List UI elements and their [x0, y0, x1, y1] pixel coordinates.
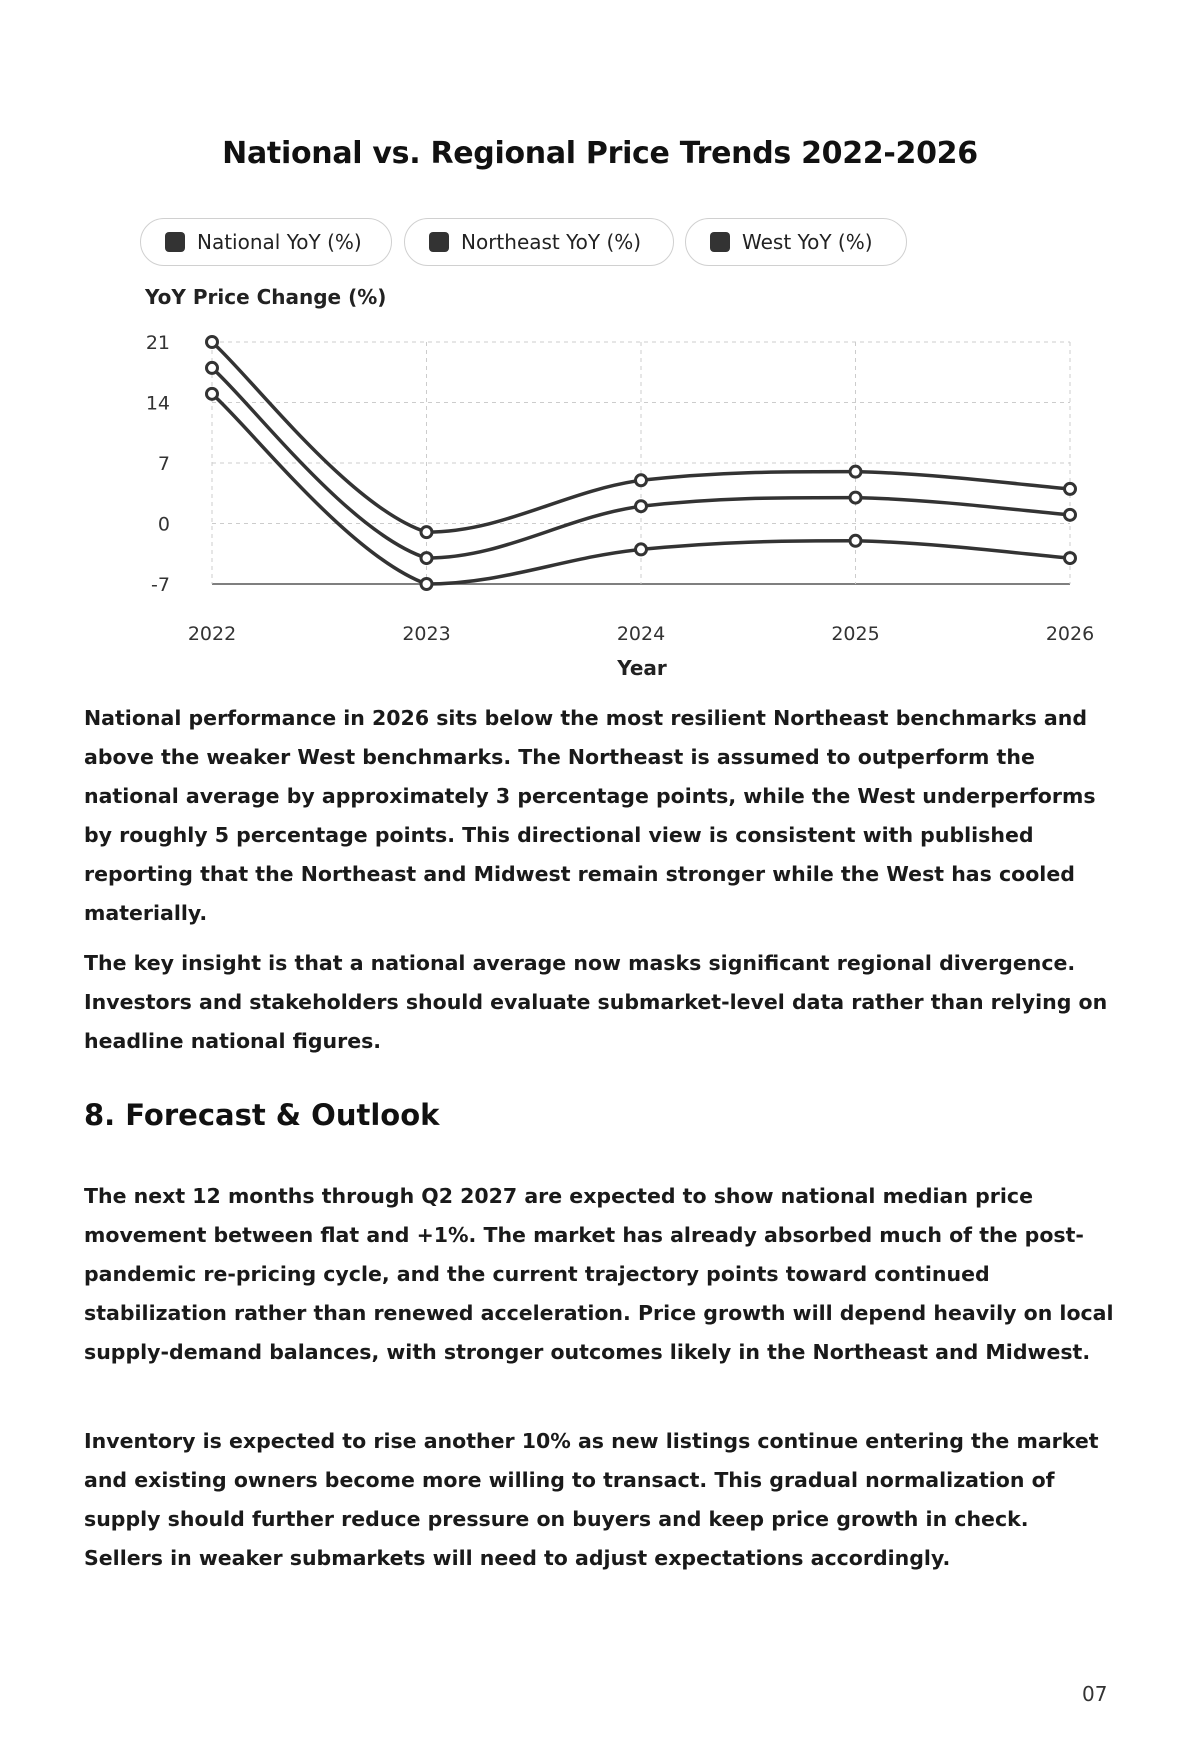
x-tick-label: 2023: [402, 623, 451, 645]
legend-label: Northeast YoY (%): [461, 230, 642, 254]
x-axis-title: Year: [617, 656, 667, 680]
data-point[interactable]: [636, 475, 647, 486]
data-point[interactable]: [421, 579, 432, 590]
paragraph: National performance in 2026 sits below the most resilient Northeast benchmarks and above the weaker West benchmarks. The Northeast is assumed to outperform the national average by approximately 3 percentage points, while the West underperforms by roughly 5 percentage points. This directional view is consistent with published reporting that the Northeast and Midwest remain stronger while the West has cooled materially.: [84, 706, 1096, 925]
chart-title: National vs. Regional Price Trends 2022-2026: [222, 136, 978, 171]
x-tick-label: 2025: [831, 623, 880, 645]
legend-label: West YoY (%): [742, 230, 873, 254]
data-point[interactable]: [1065, 509, 1076, 520]
y-tick-label: 14: [145, 392, 170, 415]
x-tick-label: 2024: [616, 623, 666, 645]
y-axis-ticks: [146, 332, 170, 596]
paragraph: The next 12 months through Q2 2027 are expected to show national median price movement between flat and +1%. The market has already absorbed much of the post-pandemic re-pricing cycle, and the current trajectory points toward continued stabilization rather than renewed acceleration. Price growth will depend heavily on local supply-demand balances, with stronger outcomes likely in the Northeast and Midwest.: [84, 1184, 1114, 1364]
section-heading: 8. Forecast & Outlook: [84, 1098, 440, 1132]
data-point[interactable]: [850, 492, 861, 503]
data-point[interactable]: [1065, 553, 1076, 564]
data-point[interactable]: [207, 388, 218, 399]
y-tick-label: -7: [151, 574, 170, 596]
y-axis-title: YoY Price Change (%): [145, 285, 387, 309]
x-tick-label: 2026: [1045, 623, 1095, 645]
legend-label: National YoY (%): [197, 230, 362, 254]
data-point[interactable]: [636, 544, 647, 555]
line-chart: [0, 0, 1200, 700]
paragraph: Inventory is expected to rise another 10% as new listings continue entering the market and existing owners become more willing to transact. This gradual normalization of supply should further reduce pressure on buyers and keep price growth in check. Sellers in weaker submarkets will need to adjust expectations accordingly.: [84, 1429, 1099, 1570]
y-tick-label: 0: [157, 513, 170, 536]
data-point[interactable]: [207, 337, 218, 348]
y-tick-label: 21: [145, 332, 170, 354]
x-axis-ticks: [188, 623, 1094, 645]
data-point[interactable]: [421, 527, 432, 538]
data-point[interactable]: [850, 535, 861, 546]
data-point[interactable]: [1065, 483, 1076, 494]
data-point[interactable]: [421, 553, 432, 564]
page-number: 07: [1082, 1682, 1108, 1706]
paragraph: The key insight is that a national average now masks significant regional divergence. Investors and stakeholders should evaluate submarket-level data rather than relying on headline national figures.: [84, 951, 1108, 1053]
data-point[interactable]: [636, 501, 647, 512]
x-tick-label: 2022: [187, 623, 237, 645]
data-point[interactable]: [207, 362, 218, 373]
y-tick-label: 7: [157, 453, 170, 475]
data-point[interactable]: [850, 466, 861, 477]
